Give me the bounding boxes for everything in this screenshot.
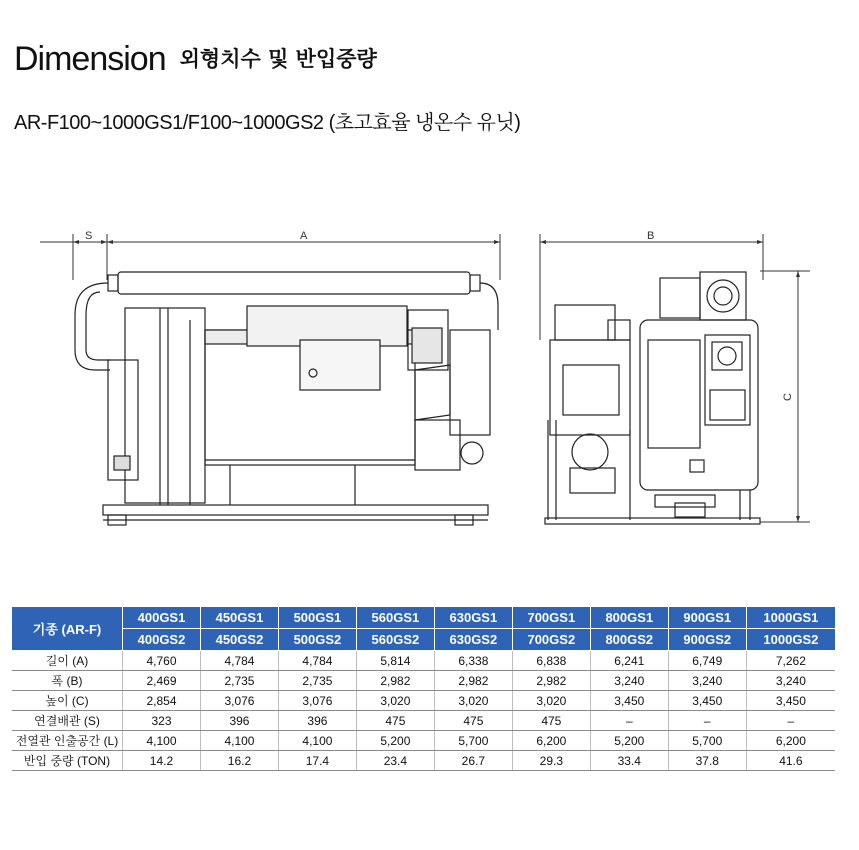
table-cell: 396 [200,711,278,731]
model-gs2: 400GS2 [123,629,201,651]
specification-body [12,651,835,771]
table-cell: 6,749 [668,651,746,671]
title-korean: 외형치수 및 반입중량 [179,47,377,71]
table-row [12,751,835,771]
model-gs1: 1000GS1 [746,607,835,629]
table-cell: 29.3 [512,751,590,771]
model-gs1: 700GS1 [512,607,590,629]
table-row [12,731,835,751]
table-cell: 396 [278,711,356,731]
table-cell: 3,240 [668,671,746,691]
dimension-drawing [0,220,859,540]
model-gs2: 500GS2 [278,629,356,651]
row-label: 전열관 인출공간 (L) [12,731,123,751]
front-view-illustration [545,272,760,524]
table-cell: 323 [123,711,201,731]
table-cell: 14.2 [123,751,201,771]
table-cell: 3,076 [200,691,278,711]
model-header-row-gs2 [12,629,835,651]
model-gs2: 450GS2 [200,629,278,651]
model-gs2: 630GS2 [434,629,512,651]
dim-label-a: A [300,230,308,242]
table-cell: 475 [356,711,434,731]
table-cell: 2,982 [512,671,590,691]
table-cell: 23.4 [356,751,434,771]
table-cell: 475 [512,711,590,731]
table-cell: 475 [434,711,512,731]
table-cell: 33.4 [590,751,668,771]
table-cell: 2,982 [356,671,434,691]
table-cell: 6,338 [434,651,512,671]
table-cell: 3,240 [746,671,835,691]
table-cell: – [746,711,835,731]
table-cell: 6,200 [512,731,590,751]
model-gs1: 500GS1 [278,607,356,629]
model-gs1: 560GS1 [356,607,434,629]
row-label: 길이 (A) [12,651,123,671]
specification-table [12,607,835,771]
model-gs1: 630GS1 [434,607,512,629]
row-label: 폭 (B) [12,671,123,691]
table-cell: 4,100 [278,731,356,751]
table-cell: 3,450 [590,691,668,711]
table-row [12,671,835,691]
table-cell: 6,838 [512,651,590,671]
table-cell: 17.4 [278,751,356,771]
row-label: 높이 (C) [12,691,123,711]
title-english: Dimension [14,40,166,78]
side-view-illustration [75,272,498,525]
model-gs1: 800GS1 [590,607,668,629]
table-cell: 16.2 [200,751,278,771]
table-cell: 3,020 [512,691,590,711]
model-gs2: 900GS2 [668,629,746,651]
table-cell: 3,020 [356,691,434,711]
table-cell: 5,814 [356,651,434,671]
table-cell: 4,784 [200,651,278,671]
table-cell: 7,262 [746,651,835,671]
table-cell: 2,469 [123,671,201,691]
table-cell: 2,854 [123,691,201,711]
model-gs2: 1000GS2 [746,629,835,651]
model-gs1: 400GS1 [123,607,201,629]
model-gs2: 800GS2 [590,629,668,651]
table-cell: 3,240 [590,671,668,691]
model-gs1: 900GS1 [668,607,746,629]
table-cell: 3,020 [434,691,512,711]
table-row [12,691,835,711]
table-cell: 5,200 [590,731,668,751]
model-gs1: 450GS1 [200,607,278,629]
table-cell: 41.6 [746,751,835,771]
table-cell: 26.7 [434,751,512,771]
model-header-row-gs1 [12,607,835,629]
table-cell: 4,100 [123,731,201,751]
row-label: 연결배관 (S) [12,711,123,731]
table-cell: 3,076 [278,691,356,711]
dim-label-c: C [782,393,794,401]
model-column-header: 기종 (AR-F) [12,607,123,651]
model-gs2: 560GS2 [356,629,434,651]
table-cell: 4,100 [200,731,278,751]
table-cell: 5,200 [356,731,434,751]
table-cell: 2,735 [278,671,356,691]
table-cell: – [590,711,668,731]
row-label: 반입 중량 (TON) [12,751,123,771]
table-cell: 2,735 [200,671,278,691]
table-cell: 5,700 [668,731,746,751]
model-subtitle: AR-F100~1000GS1/F100~1000GS2 (초고효율 냉온수 유닛) [14,112,521,134]
table-cell: 6,241 [590,651,668,671]
page-title [14,40,377,79]
dim-label-b: B [647,230,655,242]
table-cell: 37.8 [668,751,746,771]
table-cell: 2,982 [434,671,512,691]
table-cell: – [668,711,746,731]
table-row [12,711,835,731]
table-cell: 4,760 [123,651,201,671]
dim-label-s: S [85,230,93,242]
table-cell: 6,200 [746,731,835,751]
table-row [12,651,835,671]
model-gs2: 700GS2 [512,629,590,651]
table-cell: 4,784 [278,651,356,671]
table-cell: 3,450 [668,691,746,711]
table-cell: 3,450 [746,691,835,711]
table-cell: 5,700 [434,731,512,751]
